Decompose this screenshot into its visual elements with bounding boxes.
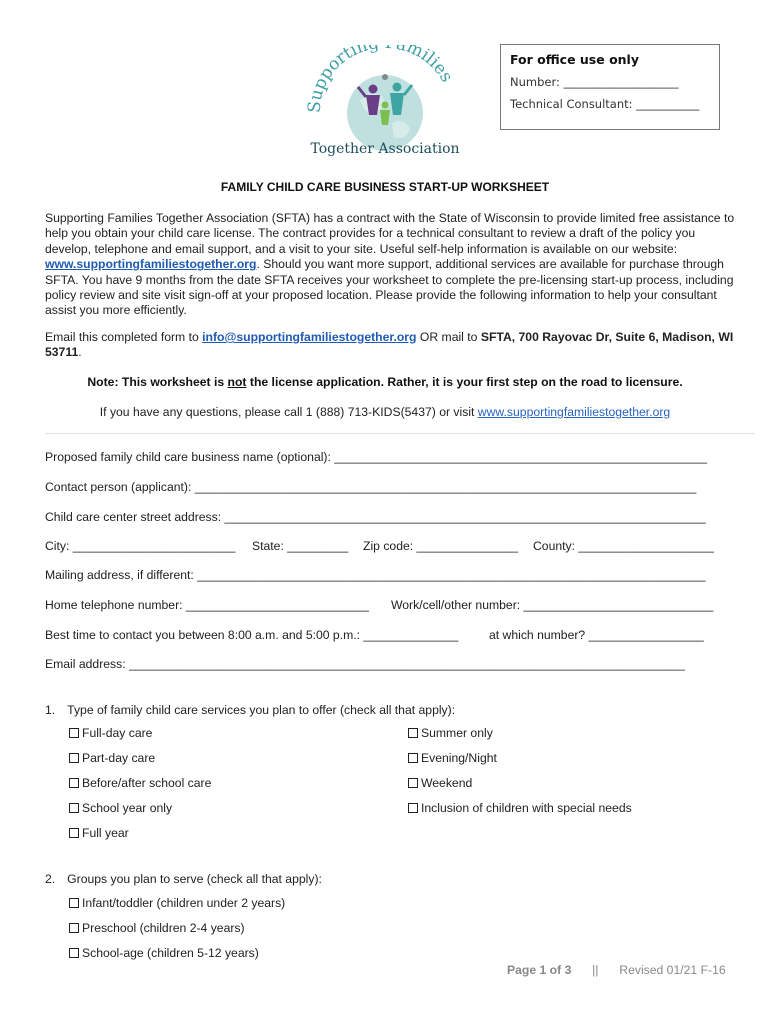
checkbox-icon[interactable] xyxy=(69,753,79,763)
checkbox-icon[interactable] xyxy=(69,828,79,838)
checkbox-before-after-school[interactable] xyxy=(69,776,211,790)
option-label: Evening/Night xyxy=(421,751,497,765)
checkbox-icon[interactable] xyxy=(69,728,79,738)
question-2-number: 2. xyxy=(45,872,56,886)
option-label: Weekend xyxy=(421,776,473,790)
email-address-field[interactable]: Email address: __________________________________________________________________________________ xyxy=(45,657,685,671)
mailing-address: SFTA, 700 Rayovac Dr, Suite 6, Madison, WI 53711 xyxy=(45,330,734,360)
checkbox-icon[interactable] xyxy=(408,753,418,763)
questions-website-link[interactable]: www.supportingfamiliestogether.org xyxy=(477,405,671,419)
checkbox-icon[interactable] xyxy=(69,948,79,958)
email-end: . xyxy=(78,345,82,360)
divider xyxy=(45,433,755,434)
email-link[interactable]: info@supportingfamiliestogether.org xyxy=(202,330,417,344)
best-time-field[interactable]: Best time to contact you between 8:00 a.m. and 5:00 p.m.: ______________ xyxy=(45,628,459,642)
question-1-text: Type of family child care services you plan to offer (check all that apply): xyxy=(67,703,456,717)
option-label: School-age (children 5-12 years) xyxy=(82,946,259,960)
contact-person-field[interactable]: Contact person (applicant): __________________________________________________________________________ xyxy=(45,480,697,494)
logo-bottom-text: Together Association xyxy=(310,141,460,157)
page-number: Page 1 of 3 xyxy=(507,963,572,977)
question-2 xyxy=(45,872,322,886)
street-address-field[interactable]: Child care center street address: _______________________________________________________________________ xyxy=(45,510,706,524)
logo-arc-text: Supportin milies xyxy=(304,45,457,114)
checkbox-icon[interactable] xyxy=(69,898,79,908)
state-field[interactable]: State: _________ xyxy=(252,539,349,553)
checkbox-inclusion[interactable] xyxy=(408,801,632,815)
city-field[interactable]: City: ________________________ xyxy=(45,539,236,553)
option-label: Infant/toddler (children under 2 years) xyxy=(82,896,286,910)
note-text-end: the license application. Rather, it is your first step on the road to licensure. xyxy=(246,375,683,389)
email-lead: Email this completed form to xyxy=(45,330,203,344)
page-footer xyxy=(507,963,726,977)
questions-line xyxy=(0,405,770,419)
checkbox-evening-night[interactable] xyxy=(408,751,497,765)
sfta-logo xyxy=(300,45,470,160)
zip-field[interactable]: Zip code: _______________ xyxy=(363,539,519,553)
checkbox-icon[interactable] xyxy=(408,728,418,738)
home-phone-field[interactable]: Home telephone number: ___________________________ xyxy=(45,598,369,612)
checkbox-school-year[interactable] xyxy=(69,801,172,815)
mailing-address-field[interactable]: Mailing address, if different: ___________________________________________________________________________ xyxy=(45,568,706,582)
checkbox-icon[interactable] xyxy=(69,778,79,788)
checkbox-icon[interactable] xyxy=(69,923,79,933)
office-use-box xyxy=(500,44,720,130)
checkbox-full-day[interactable] xyxy=(69,726,152,740)
which-number-field[interactable]: at which number? _________________ xyxy=(489,628,704,642)
office-use-title: For office use only xyxy=(510,52,639,67)
checkbox-icon[interactable] xyxy=(408,778,418,788)
checkbox-preschool[interactable] xyxy=(69,921,245,935)
option-label: Before/after school care xyxy=(82,776,212,790)
logo-graphic xyxy=(300,45,470,160)
revision-label: Revised 01/21 F-16 xyxy=(619,963,726,977)
option-label: School year only xyxy=(82,801,173,815)
checkbox-part-day[interactable] xyxy=(69,751,155,765)
option-label: Summer only xyxy=(421,726,493,740)
intro-text: Supporting Families Together Association (SFTA) has a contract with the State of Wisconsin to provide limited free assistance to help you obtain your child care license. The contract provides for a technical consultant to review a draft of the policy you develop, telephone and email support, and a visit to your site. Useful self-help information is available on our website: xyxy=(45,211,735,256)
option-label: Full year xyxy=(82,826,129,840)
business-name-field[interactable]: Proposed family child care business name (optional): _______________________________________________________ xyxy=(45,450,708,464)
intro-paragraph xyxy=(45,211,735,319)
checkbox-school-age[interactable] xyxy=(69,946,259,960)
note-text: Note: This worksheet is xyxy=(87,375,228,389)
intro-text-cont: . Should you want more support, additional services are available for purchase through SFTA. You have 9 months from the date SFTA receives your worksheet to complete the pre-licensing start-up process, including policy review and site visit sign-off at your proposed location. Please provide the following information to help your consultant assist you more efficiently. xyxy=(45,257,734,318)
checkbox-weekend[interactable] xyxy=(408,776,472,790)
option-label: Full-day care xyxy=(82,726,153,740)
option-label: Part-day care xyxy=(82,751,156,765)
document-title: FAMILY CHILD CARE BUSINESS START-UP WORKSHEET xyxy=(220,180,550,194)
question-1-number: 1. xyxy=(45,703,56,717)
question-2-text: Groups you plan to serve (check all that apply): xyxy=(67,872,322,886)
office-number-field: Number: ____________________ xyxy=(510,75,679,89)
option-label: Inclusion of children with special needs xyxy=(421,801,632,815)
email-paragraph xyxy=(45,330,735,361)
question-1 xyxy=(45,703,455,717)
work-phone-field[interactable]: Work/cell/other number: ____________________________ xyxy=(391,598,714,612)
office-consultant-field: Technical Consultant: ___________ xyxy=(510,97,700,111)
checkbox-summer[interactable] xyxy=(408,726,493,740)
checkbox-infant-toddler[interactable] xyxy=(69,896,285,910)
county-field[interactable]: County: ____________________ xyxy=(533,539,714,553)
note-underlined: not xyxy=(227,375,247,389)
checkbox-icon[interactable] xyxy=(69,803,79,813)
checkbox-full-year[interactable] xyxy=(69,826,129,840)
option-label: Preschool (children 2-4 years) xyxy=(82,921,245,935)
website-link[interactable]: www.supportingfamiliestogether.org xyxy=(45,257,257,272)
footer-separator: || xyxy=(592,963,599,977)
checkbox-icon[interactable] xyxy=(408,803,418,813)
note-line xyxy=(0,375,770,389)
email-mid: OR mail to xyxy=(416,330,481,344)
questions-text: If you have any questions, please call 1 (888) 713-KIDS(5437) or visit xyxy=(99,405,478,419)
